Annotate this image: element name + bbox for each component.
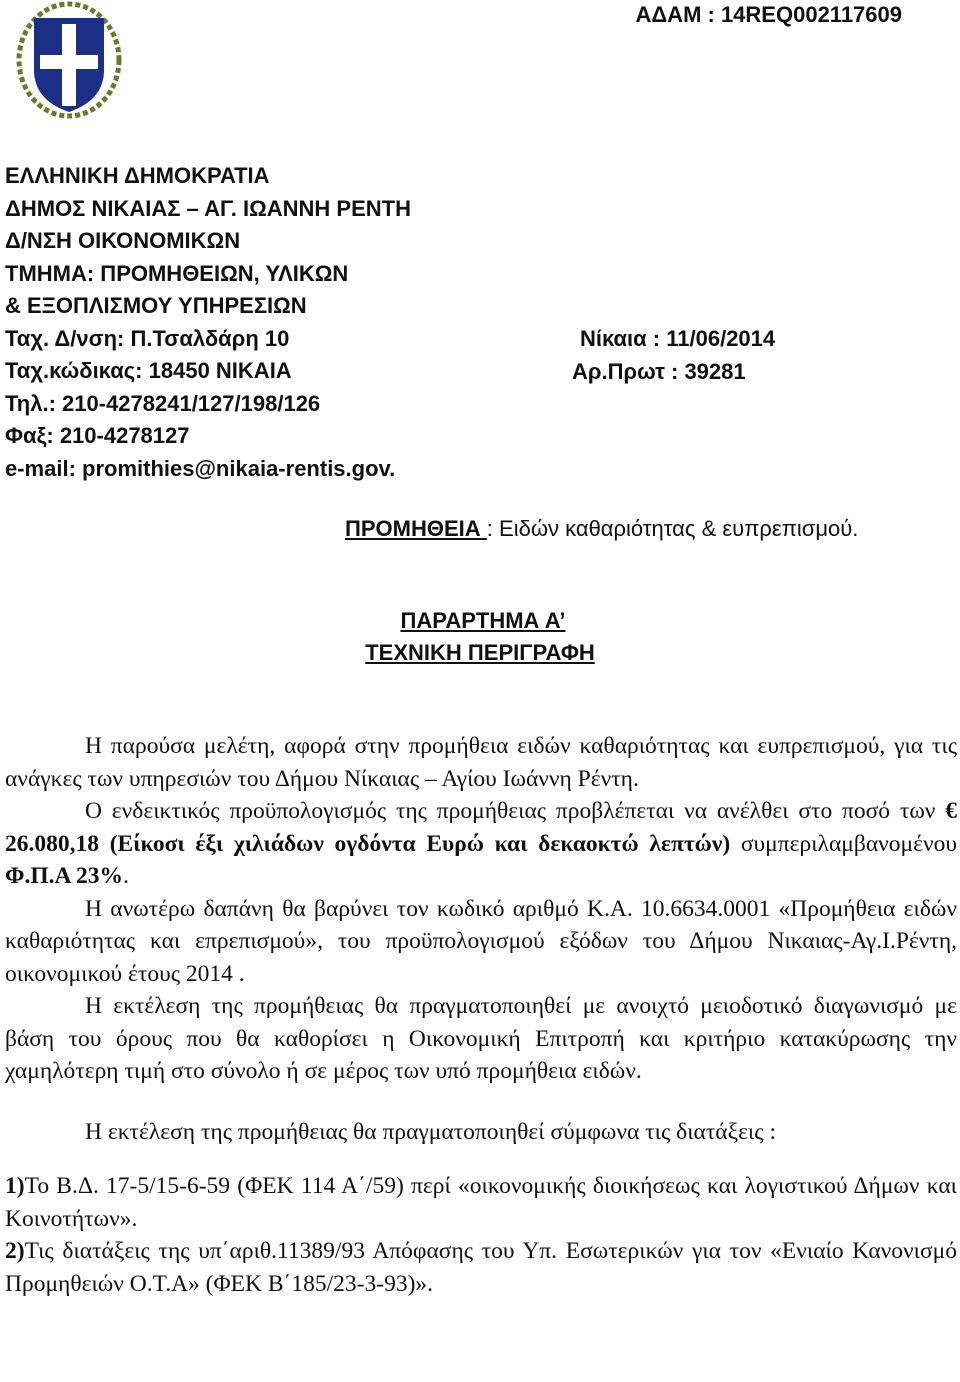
document-meta <box>572 323 776 388</box>
header-line-postcode: Ταχ.κώδικας: 18450 ΝΙΚΑΙΑ <box>5 358 292 383</box>
budget-mid: συμπεριλαμβανομένου <box>730 830 957 857</box>
paragraph-procedure: Η εκτέλεση της προμήθειας θα πραγματοποιηθεί με ανοιχτό μειοδοτικό διαγωνισμό με βάση του όρους που θα καθορίσει η Οικονομική Επιτροπή και κριτήριο κατακύρωσης την χαμηλότερη τιμή στο σύνολο ή σε μέρος των υπό προμήθεια ειδών. <box>5 993 957 1084</box>
subject-text: : Ειδών καθαριότητας & ευπρεπισμού. <box>486 516 859 541</box>
provision-item-1 <box>5 1170 957 1235</box>
header-line-department: ΤΜΗΜΑ: ΠΡΟΜΗΘΕΙΩΝ, ΥΛΙΚΩΝ <box>5 260 349 286</box>
budget-amount: € 26.080,18 (Είκοσι έξι χιλιάδων ογδόντα Ευρώ και δεκαοκτώ λεπτών) <box>5 798 957 857</box>
annex-title: ΠΑΡΑΡΤΗΜΑ Α’ <box>400 608 566 633</box>
greek-coat-of-arms-icon <box>4 0 134 122</box>
subject-line <box>345 516 858 542</box>
provision-item-2 <box>5 1235 957 1300</box>
provision-item-2-text: Τις διατάξεις της υπ΄αριθ.11389/93 Απόφασης του Υπ. Εσωτερικών για τον «Ενιαίο Κανονισμό Προμηθειών Ο.Τ.Α» (ΦΕΚ Β΄185/23-3-93)». <box>5 1238 957 1297</box>
paragraph-scope: Η παρούσα μελέτη, αφορά στην προμήθεια ειδών καθαριότητας και ευπρεπισμού, για τις ανάγκες των υπηρεσιών του Δήμου Νίκαιας – Αγίου Ιωάννη Ρέντη. <box>5 733 957 792</box>
annex-subtitle: ΤΕΧΝΙΚΗ ΠΕΡΙΓΡΑΦΗ <box>365 640 595 665</box>
provision-item-1-number: 1) <box>5 1173 25 1199</box>
budget-end: . <box>123 863 129 889</box>
document-date: Νίκαια : 11/06/2014 <box>580 326 776 351</box>
budget-vat: Φ.Π.Α 23% <box>5 863 124 889</box>
sender-header <box>5 160 411 485</box>
provision-item-2-number: 2) <box>5 1238 25 1264</box>
header-line-email: e-mail: promithies@nikaia-rentis.gov. <box>5 455 396 481</box>
header-line-address: Ταχ. Δ/νση: Π.Τσαλδάρη 10 <box>5 325 290 351</box>
ada-code: ΑΔΑΜ : 14REQ002117609 <box>635 2 902 27</box>
provision-item-1-text: Το Β.Δ. 17-5/15-6-59 (ΦΕΚ 114 Α΄/59) περί «οικονομικής διοικήσεως και λογιστικού Δήμων και Κοινοτήτων». <box>5 1173 957 1232</box>
header-line-fax: Φαξ: 210-4278127 <box>5 423 190 448</box>
header-line-phone: Τηλ.: 210-4278241/127/198/126 <box>5 390 321 416</box>
protocol-number: Αρ.Πρωτ : 39281 <box>572 358 746 384</box>
header-line-municipality: ΔΗΜΟΣ ΝΙΚΑΙΑΣ – ΑΓ. ΙΩΑΝΝΗ ΡΕΝΤΗ <box>5 195 411 221</box>
paragraph-expense-code: Η ανωτέρω δαπάνη θα βαρύνει τον κωδικό αριθμό Κ.Α. 10.6634.0001 «Προμήθεια ειδών καθαριότητας και επρεπισμού», του προϋπολογισμού εξόδων του Δήμου Νικαιας-Αγ.Ι.Ρέντη, οικονομικού έτους 2014 . <box>5 895 957 987</box>
budget-intro: Ο ενδεικτικός προϋπολογισμός της προμήθειας προβλέπεται να ανέλθει στο ποσό των <box>85 798 946 824</box>
paragraph-provisions-intro: Η εκτέλεση της προμήθειας θα πραγματοποιηθεί σύμφωνα τις διατάξεις : <box>85 1118 776 1145</box>
header-line-department-cont: & ΕΞΟΠΛΙΣΜΟΥ ΥΠΗΡΕΣΙΩΝ <box>5 293 307 318</box>
subject-label: ΠΡΟΜΗΘΕΙΑ <box>345 516 487 541</box>
header-line-directorate: Δ/ΝΣΗ ΟΙΚΟΝΟΜΙΚΩΝ <box>5 228 241 253</box>
header-line-country: ΕΛΛΗΝΙΚΗ ΔΗΜΟΚΡΑΤΙΑ <box>5 163 270 188</box>
document-body <box>5 730 957 1300</box>
paragraph-budget <box>5 795 957 893</box>
